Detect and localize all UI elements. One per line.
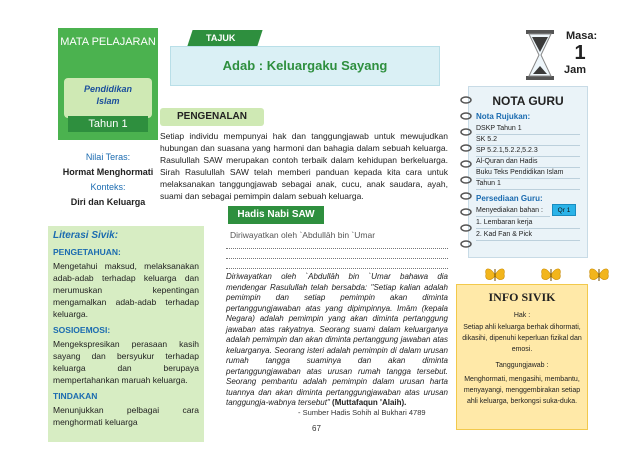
masa-unit: Jam [564, 64, 587, 76]
pengenalan-label: PENGENALAN [160, 108, 264, 126]
nota-rujukan-item: SK 5.2 [476, 135, 580, 146]
subject-line2: Islam [96, 96, 120, 106]
nota-rujukan-item: SP 5.2.1,5.2.2,5.2.3 [476, 146, 580, 157]
tanggungjawab-label: Tanggungjawab : [495, 362, 549, 369]
arabic-line [226, 240, 448, 249]
qr-label[interactable]: Qr 1 [552, 204, 576, 216]
tindakan-label: TINDAKAN [53, 391, 98, 401]
butterfly-icon [540, 266, 562, 284]
nilai-block [48, 150, 168, 210]
nilai-value: Hormat Menghormati [62, 167, 154, 177]
butterfly-icon [484, 266, 506, 284]
nilai-label: Nilai Teras: [85, 152, 131, 162]
persediaan-item: 2. Kad Fan & Pick [476, 230, 580, 241]
tahun-label: Tahun 1 [68, 116, 148, 132]
sosioemosi-text: Mengekspresikan perasaan kasih sayang dan bersyukur terhadap keluarga dan berupaya mempertahankan maruah keluarga. [53, 339, 199, 385]
hadis-text [226, 272, 448, 409]
nota-rujukan-item: Buku Teks Pendidikan Islam [476, 168, 580, 179]
hadis-muttafaqun: (Muttafaqun 'Alaih). [332, 398, 407, 407]
hak-text: Setiap ahli keluarga berhak dihormati, dikasihi, dipenuhi keperluan fizikal dan emosi. [462, 324, 582, 353]
hadis-label: Hadis Nabi SAW [228, 206, 324, 224]
pengetahuan-text: Mengetahui maksud, melaksanakan adab-adab terhadap keluarga dan merumuskan kepentingan mengamalkan adab-adab terhadap keluarga. [53, 261, 199, 319]
tajuk-label: TAJUK [206, 33, 236, 43]
hourglass-icon [522, 28, 558, 82]
info-sivik-panel [456, 284, 588, 430]
nota-rujukan-item: Tahun 1 [476, 179, 580, 190]
literasi-title: Literasi Sivik: [53, 230, 119, 241]
arabic-line [226, 250, 448, 259]
page-number: 67 [312, 424, 321, 433]
literasi-sivik-panel [48, 226, 204, 442]
hadis-body: Diriwayatkan oleh `Abdullāh bin `Umar bahawa dia mendengar Rasulullah telah bersabda: "Setiap kalian adalah pemimpin dan setiap pemimpin akan diminta pertanggungjawaban atas yang dipimpinnya. Imām (kepala Negara) adalah pemimpin yang akan diminta pertanggung jawaban atas rakyatnya. Seorang suami dalam keluarganya adalah pemimpin dan akan diminta pertanggung jawaban atas keluarganya. Seorang isteri adalah pemimpin di dalam urusan rumah tangga suaminya dan akan diminta pertanggungjawaban atas urusan rumah tangga tersebut. Seorang pembantu adalah pemimpin dalam urusan harta tuannya dan akan diminta pertanggungjawaban atas urusan tanggungja-wabnya tersebut" [226, 272, 448, 407]
nota-rujukan-label: Nota Rujukan: [476, 112, 531, 121]
pengenalan-text: Setiap individu mempunyai hak dan tanggungjawab untuk mewujudkan hubungan dan suasana yang harmoni dan bahagia dalam sebuah keluarga. Rasulullah SAW merupakan contoh terbaik dalam kehidupan berkeluarga. Sirah Rasulullah SAW telah memberi panduan kepada kita cara untuk melaksanakan tanggungjawab sebagai anak, cucu, anak saudara, ayah, suami dan sebagai pemimpin dalam sebuah keluarga. [160, 131, 448, 201]
arabic-text-image [226, 240, 448, 270]
subject-line1: Pendidikan [83, 84, 132, 94]
tanggungjawab-text: Menghormati, mengasihi, membantu, menyayangi, menggembirakan setiap ahli keluarga, berkongsi suka-duka. [463, 376, 581, 405]
sosioemosi-label: SOSIOEMOSI: [53, 325, 111, 335]
nota-guru-title: NOTA GURU [492, 94, 564, 108]
butterfly-icon [588, 266, 610, 284]
masa-label: Masa: [566, 30, 598, 42]
konteks-label: Konteks: [90, 182, 126, 192]
persediaan-item: 1. Lembaran kerja [476, 218, 580, 229]
hadis-riwayat: Diriwayatkan oleh `Abdullāh bin `Umar [230, 230, 376, 240]
info-sivik-title: INFO SIVIK [488, 290, 556, 304]
tajuk-tab [187, 30, 262, 46]
binder-rings-icon [458, 92, 472, 252]
arabic-line [226, 260, 448, 269]
tindakan-text: Menunjukkan pelbagai cara menghormati keluarga [53, 405, 199, 427]
persediaan-guru-label: Persediaan Guru: [476, 194, 543, 203]
hadis-source: - Sumber Hadis Sohih al Bukhari 4789 [298, 408, 426, 417]
nota-rujukan-item: DSKP Tahun 1 [476, 124, 580, 135]
nota-rujukan-item: Al-Quran dan Hadis [476, 157, 580, 168]
masa-number: 1 [574, 42, 586, 64]
persediaan-item: Menyediakan bahan : [476, 206, 550, 217]
mata-pelajaran-label: MATA PELAJARAN [60, 36, 156, 48]
page-title: Adab : Keluargaku Sayang [222, 58, 388, 73]
hak-label: Hak : [513, 312, 531, 319]
konteks-value: Diri dan Keluarga [70, 197, 146, 207]
pengetahuan-label: PENGETAHUAN: [53, 247, 121, 257]
subject-box [64, 78, 152, 118]
